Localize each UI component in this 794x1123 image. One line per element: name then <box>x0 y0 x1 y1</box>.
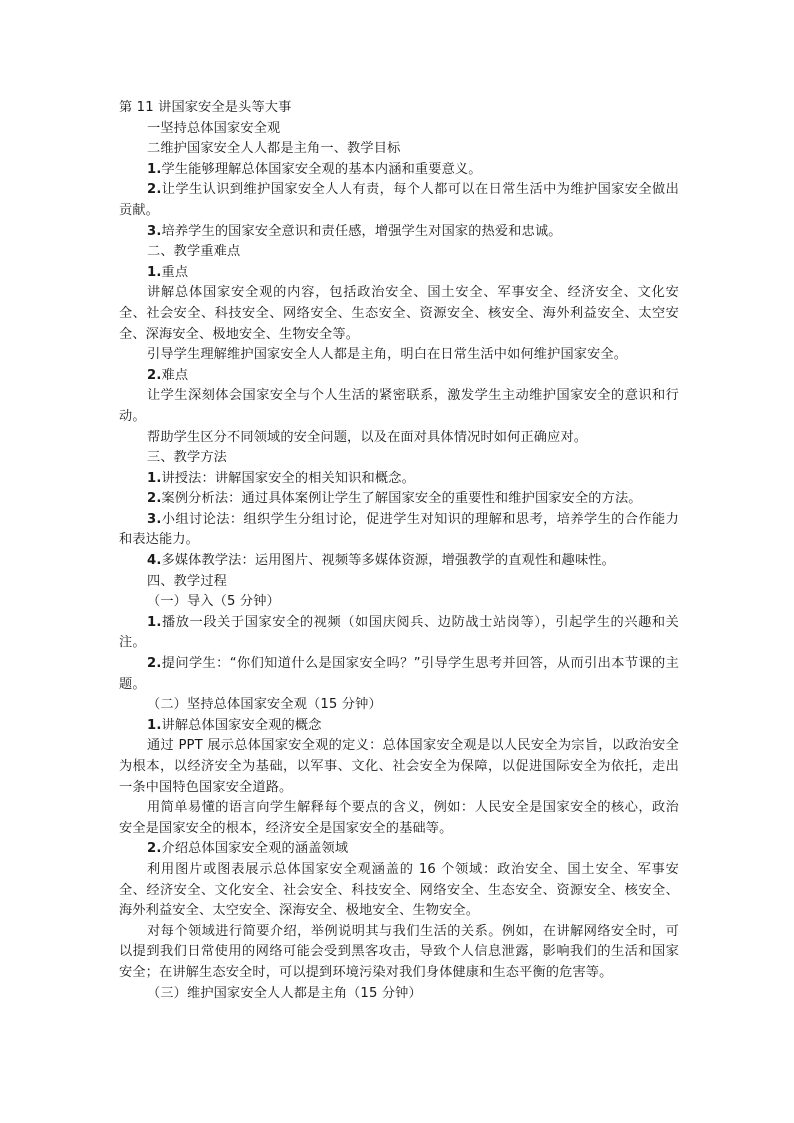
paragraph <box>119 613 679 654</box>
paragraph <box>119 283 679 345</box>
paragraph <box>119 222 679 243</box>
paragraph-text: 一坚持总体国家安全观 <box>147 120 281 136</box>
paragraph <box>119 922 679 984</box>
paragraph <box>119 386 679 427</box>
paragraph-text: （一）导入（5 分钟） <box>147 594 280 610</box>
document-body <box>119 98 679 1004</box>
list-number: 2. <box>147 841 162 857</box>
paragraph <box>119 366 679 387</box>
paragraph-text: 让学生认识到维护国家安全人人有责，每个人都可以在日常生活中为维护国家安全做出贡献。 <box>119 182 679 218</box>
paragraph-text: 讲授法：讲解国家安全的相关知识和概念。 <box>161 470 415 486</box>
paragraph-text: 学生能够理解总体国家安全观的基本内涵和重要意义。 <box>161 161 482 177</box>
list-number: 2. <box>147 367 162 383</box>
paragraph-text: 重点 <box>161 264 189 280</box>
paragraph-text: 讲解总体国家安全观的概念 <box>161 717 322 733</box>
list-number: 1. <box>147 264 162 280</box>
list-number: 1. <box>147 614 162 630</box>
list-number: 1. <box>147 161 162 177</box>
list-number: 2. <box>147 182 162 198</box>
paragraph-text: 提问学生：“你们知道什么是国家安全吗？”引导学生思考并回答，从而引出本节课的主题。 <box>119 656 679 692</box>
paragraph <box>119 489 679 510</box>
paragraph <box>119 695 679 716</box>
paragraph <box>119 839 679 860</box>
paragraph-text: 小组讨论法：组织学生分组讨论，促进学生对知识的理解和思考，培养学生的合作能力和表达能力。 <box>119 511 679 548</box>
list-number: 1. <box>147 717 162 733</box>
paragraph <box>119 860 679 922</box>
paragraph <box>119 139 679 160</box>
paragraph-text: 二、教学重难点 <box>147 244 241 260</box>
paragraph-text: 二维护国家安全人人都是主角一、教学目标 <box>147 141 401 157</box>
paragraph-text: 播放一段关于国家安全的视频（如国庆阅兵、边防战士站岗等），引起学生的兴趣和关注。 <box>119 614 679 651</box>
paragraph <box>119 180 679 221</box>
list-number: 4. <box>147 553 162 569</box>
paragraph <box>119 160 679 181</box>
paragraph <box>119 572 679 593</box>
paragraph-text: 通过 PPT 展示总体国家安全观的定义：总体国家安全观是以人民安全为宗旨，以政治安全为根本，以经济安全为基础，以军事、文化、社会安全为保障，以促进国际安全为依托，走出一条中国特色国家安全道路。 <box>119 738 679 795</box>
list-number: 3. <box>147 223 162 239</box>
paragraph-text: 讲解总体国家安全观的内容，包括政治安全、国土安全、军事安全、经济安全、文化安全、社会安全、科技安全、网络安全、生态安全、资源安全、核安全、海外利益安全、太空安全、深海安全、极地安全、生物安全等。 <box>119 285 679 342</box>
paragraph <box>119 984 679 1005</box>
list-number: 2. <box>147 491 162 507</box>
paragraph <box>119 798 679 839</box>
paragraph-text: 多媒体教学法：运用图片、视频等多媒体资源，增强教学的直观性和趣味性。 <box>161 553 615 569</box>
paragraph <box>119 428 679 449</box>
paragraph <box>119 510 679 551</box>
paragraph <box>119 448 679 469</box>
paragraph <box>119 736 679 798</box>
paragraph-text: 难点 <box>161 367 189 383</box>
paragraph <box>119 592 679 613</box>
document-title: 第 11 讲国家安全是头等大事 <box>119 100 292 115</box>
paragraph-text: （二）坚持总体国家安全观（15 分钟） <box>147 697 382 713</box>
paragraph-text: 引导学生理解维护国家安全人人都是主角，明白在日常生活中如何维护国家安全。 <box>147 347 628 363</box>
paragraph-text: 培养学生的国家安全意识和责任感，增强学生对国家的热爱和忠诚。 <box>161 223 562 239</box>
list-number: 2. <box>147 656 162 672</box>
paragraph <box>119 716 679 737</box>
paragraph-text: 让学生深刻体会国家安全与个人生活的紧密联系，激发学生主动维护国家安全的意识和行动。 <box>119 388 679 424</box>
paragraph-list <box>119 119 679 1005</box>
paragraph <box>119 242 679 263</box>
paragraph <box>119 345 679 366</box>
paragraph <box>119 654 679 695</box>
paragraph <box>119 263 679 284</box>
list-number: 1. <box>147 470 162 486</box>
paragraph-text: 用简单易懂的语言向学生解释每个要点的含义，例如：人民安全是国家安全的核心，政治安全是国家安全的根本，经济安全是国家安全的基础等。 <box>119 800 679 836</box>
paragraph-text: 四、教学过程 <box>147 573 228 589</box>
paragraph-text: 帮助学生区分不同领域的安全问题，以及在面对具体情况时如何正确应对。 <box>147 429 588 445</box>
paragraph <box>119 551 679 572</box>
paragraph-text: （三）维护国家安全人人都是主角（15 分钟） <box>147 985 422 1001</box>
paragraph <box>119 469 679 490</box>
paragraph-text: 对每个领域进行简要介绍，举例说明其与我们生活的关系。例如，在讲解网络安全时，可以提到我们日常使用的网络可能会受到黑客攻击，导致个人信息泄露，影响我们的生活和国家安全；在讲解生态安全时，可以提到环境污染对我们身体健康和生态平衡的危害等。 <box>119 923 679 980</box>
paragraph-text: 案例分析法：通过具体案例让学生了解国家安全的重要性和维护国家安全的方法。 <box>161 491 642 507</box>
paragraph <box>119 119 679 140</box>
paragraph-text: 利用图片或图表展示总体国家安全观涵盖的 16 个领域：政治安全、国土安全、军事安全、经济安全、文化安全、社会安全、科技安全、网络安全、生态安全、资源安全、核安全、海外利益安全、太空安全、深海安全、极地安全、生物安全。 <box>119 861 679 919</box>
list-number: 3. <box>147 511 162 527</box>
paragraph-text: 介绍总体国家安全观的涵盖领域 <box>161 841 349 857</box>
paragraph-text: 三、教学方法 <box>147 450 228 466</box>
